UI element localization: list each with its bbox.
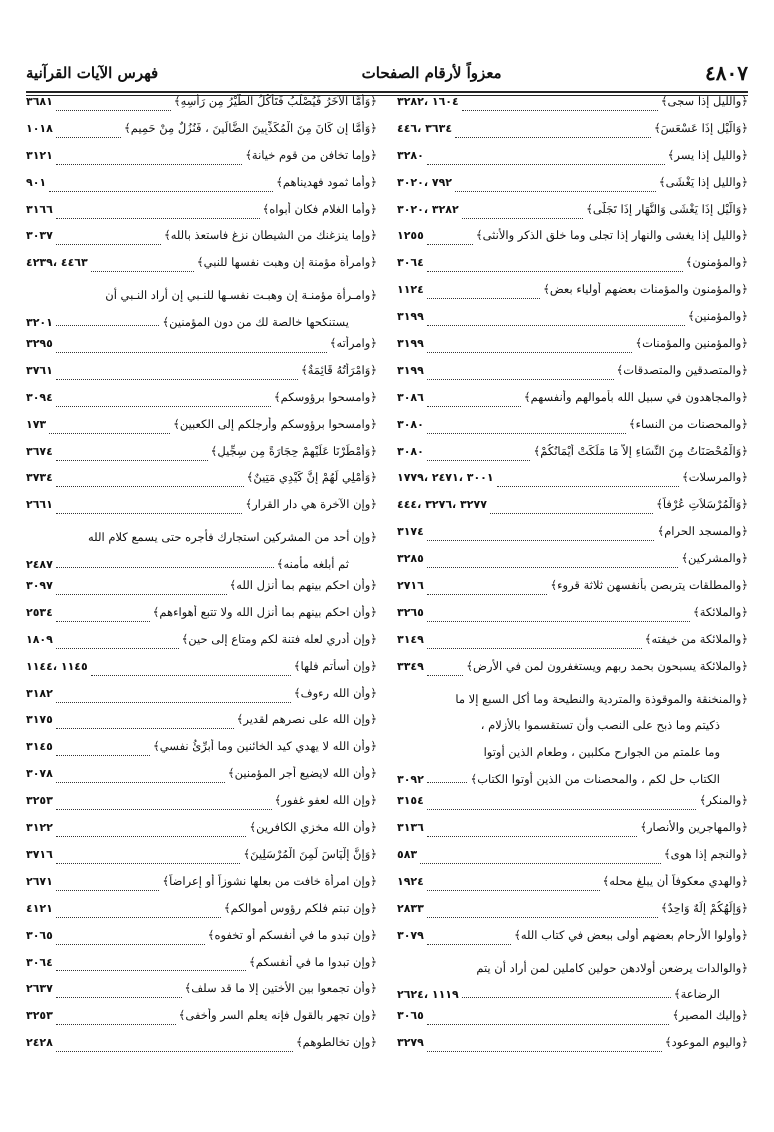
page-refs: ٢٦٣٧: [26, 982, 53, 996]
entry-text: ﴿والمؤمنين﴾: [687, 309, 748, 324]
page-refs: ١١٤٥ ،١١٤٤: [26, 659, 88, 673]
page-refs: ٣٧٣٤: [26, 471, 53, 485]
index-title: فهرس الآيات القرآنية: [26, 64, 159, 82]
page-refs: ٣٦٧٤: [26, 444, 53, 458]
dot-leader: [427, 406, 521, 407]
page-refs: ٣٢٨٥: [397, 552, 424, 566]
entry-text: ﴿وَأَمَّا الآخَرُ فَيُصْلَبُ فَتَأْكُلُ الطَّيْرُ مِن رَأْسِهِ﴾: [173, 94, 377, 108]
page-refs: ٣٠٩٢: [397, 773, 424, 787]
index-entry: [26, 121, 377, 148]
entry-text: ﴿وإن تبدو ما في أنفسكم أو تخفوه﴾: [207, 927, 377, 942]
page-refs: ٣١٤٩: [397, 632, 424, 646]
page-refs: ٣١٥٤: [397, 794, 424, 808]
index-entry: [26, 981, 377, 1008]
dot-leader: [91, 271, 194, 272]
page-refs: ٣٢٩٥: [26, 337, 53, 351]
page-refs: ٢٧١٦: [397, 579, 424, 593]
index-entry: [397, 1008, 748, 1035]
dot-leader: [427, 809, 697, 810]
dot-leader: [427, 298, 540, 299]
entry-text: ﴿وَإِلَهُكُمْ إِلَهٌ وَاحِدٌ﴾: [660, 900, 748, 915]
dot-leader: [462, 997, 671, 998]
index-entry: [397, 390, 748, 417]
index-entry: [397, 578, 748, 605]
entry-line: ﴿وإن أحد من المشركين استجارك فأجره حتى يسمع كلام الله: [88, 530, 377, 545]
page-refs: ٣٠٦٥: [397, 1009, 424, 1023]
entry-text: ﴿وأن الله رءوف﴾: [293, 685, 377, 700]
page-refs: ٣١٢٢: [26, 821, 53, 835]
index-entry: [397, 363, 748, 390]
entry-text: ثم أبلغه مأمنه﴾: [276, 557, 349, 572]
dot-leader: [427, 271, 683, 272]
entry-text: ﴿وَأَمَّا إِن كَانَ مِنَ الْمُكَذِّبِينَ الضَّالِّينَ ، فَنُزُلٌ مِنْ حَمِيمٍ﴾: [123, 120, 377, 135]
dot-leader: [427, 540, 655, 541]
index-entry: [26, 470, 377, 497]
page-refs: ٣١٧٥: [26, 713, 53, 727]
page-refs: ٢٨٣٣: [397, 901, 424, 915]
page-refs: ٤٤٦٣ ،٤٢٣٩: [26, 256, 88, 270]
index-entry: [26, 578, 377, 605]
entry-text: ﴿والنجم إذا هوى﴾: [663, 846, 748, 861]
page-refs: ٣٢٥٣: [26, 1009, 53, 1023]
entry-text: ﴿والليل إذا يسر﴾: [667, 147, 748, 162]
page-number: ٤٨٠٧: [705, 61, 748, 85]
entry-text: ﴿وإما تخافن من قوم خيانة﴾: [245, 147, 377, 162]
page-refs: ٣٣٤٩: [397, 659, 424, 673]
dot-leader: [56, 567, 274, 568]
page-refs: ١٦٠٤ ،٣٢٨٢: [397, 95, 459, 108]
dot-leader: [462, 218, 583, 219]
page-refs: ٣١٩٩: [397, 310, 424, 324]
entry-text: ﴿وأن الله لايضيع أجر المؤمنين﴾: [227, 766, 377, 781]
page-refs: ٣١٩٩: [397, 337, 424, 351]
dot-leader: [91, 675, 291, 676]
page-refs: ٣٠٧٩: [397, 928, 424, 942]
entry-text: ﴿وأن احكم بينهم بما أنزل الله﴾: [229, 578, 377, 593]
entry-text: ﴿وَالْمُحْصَنَاتُ مِنَ النِّسَاءِ إِلاَّ مَا مَلَكَتْ أَيْمَانُكُمْ﴾: [533, 443, 748, 458]
index-entry: [397, 820, 748, 847]
index-entry: [397, 336, 748, 363]
entry-text: ﴿والمشركين﴾: [681, 551, 748, 566]
page-refs: ١٢٥٥: [397, 229, 424, 243]
dot-leader: [427, 433, 626, 434]
entry-line: ﴿والوالدات يرضعن أولادهن حولين كاملين لمن أراد أن يتم: [476, 960, 748, 975]
entry-text: ﴿وامرأة مؤمنة إن وهبت نفسها للنبي﴾: [196, 255, 377, 270]
page-refs: ١١٢٤: [397, 283, 424, 297]
page-refs: ٣٦٣٤ ،٤٤٦: [397, 121, 453, 135]
index-entry: [26, 605, 377, 632]
entry-text: ﴿والليل إذا يَغْشَى﴾: [658, 174, 748, 189]
page-refs: ٣٢٠١: [26, 316, 53, 330]
index-entry: [397, 202, 748, 229]
page-refs: ٣٦٨١: [26, 95, 53, 108]
index-entry: [397, 228, 748, 255]
index-entry: [397, 1035, 748, 1062]
entry-text: ﴿وأن الله مخزي الكافرين﴾: [249, 820, 377, 835]
page-refs: ٣١٧٤: [397, 525, 424, 539]
entry-text: ﴿وَامْرَأَتُهُ قَائِمَةٌ﴾: [301, 362, 377, 377]
index-entry: [397, 148, 748, 175]
entry-text: يستنكحها خالصة لك من دون المؤمنين﴾: [162, 315, 349, 330]
page-refs: ٢٦٦١: [26, 498, 53, 512]
index-entry: [26, 901, 377, 928]
entry-text: ﴿والملائكة يسبحون بحمد ربهم ويستغفرون لمن في الأرض﴾: [466, 658, 748, 673]
dot-leader: [427, 352, 633, 353]
entry-text: ﴿وأن الله لا يهدي كيد الخائنين وما أُبرِّئُ نفسي﴾: [152, 739, 377, 754]
dot-leader: [56, 486, 244, 487]
entry-text: ﴿وإن الله لعفو غفور﴾: [274, 793, 377, 808]
dot-leader: [427, 594, 548, 595]
index-entry: [26, 766, 377, 793]
dot-leader: [490, 513, 653, 514]
entry-text: ﴿والمهاجرين والأنصار﴾: [640, 820, 748, 835]
index-entry: [397, 605, 748, 632]
dot-leader: [56, 836, 247, 837]
index-subtitle: معزواً لأرقام الصفحات: [361, 64, 502, 82]
dot-leader: [497, 486, 679, 487]
entry-text: الكتاب حل لكم ، والمحصنات من الذين أوتوا الكتاب﴾: [470, 772, 720, 787]
index-entry: [397, 470, 748, 497]
entry-text: ﴿والمنكر﴾: [699, 793, 748, 808]
page-refs: ٣١٢١: [26, 148, 53, 162]
index-entry: [397, 255, 748, 282]
dot-leader: [56, 970, 246, 971]
entry-text: ﴿وأن احكم بينهم بما أنزل الله ولا تتبع أهواءهم﴾: [152, 604, 377, 619]
index-entry: [397, 524, 748, 551]
dot-leader: [49, 191, 273, 192]
index-entry: [26, 148, 377, 175]
index-entry: [26, 390, 377, 417]
dot-leader: [56, 1051, 293, 1052]
dot-leader: [427, 164, 665, 165]
dot-leader: [56, 218, 260, 219]
index-entry: [26, 659, 377, 686]
page-refs: ٣٠٨٠: [397, 444, 424, 458]
dot-leader: [56, 379, 298, 380]
index-entry: [397, 874, 748, 901]
index-entry: [26, 444, 377, 471]
index-entry: [397, 793, 748, 820]
page-refs: ٣٠٨٠: [397, 417, 424, 431]
page-refs: ٣٧٦١: [26, 363, 53, 377]
dot-leader: [56, 755, 150, 756]
page-refs: ٣٢٨٢ ،٣٠٢٠: [397, 202, 459, 216]
index-entry: [26, 793, 377, 820]
index-entry-end: [397, 981, 748, 1008]
page-refs: ٤١٢١: [26, 901, 53, 915]
page-refs: ٣٠٩٤: [26, 390, 53, 404]
entry-line: ﴿والمنخنقة والموقوذة والمتردية والنطيحة وما أكل السبع إلا ما: [455, 691, 748, 706]
index-entry: [397, 901, 748, 928]
dot-leader: [56, 728, 234, 729]
dot-leader: [56, 782, 225, 783]
page-refs: ٣١٩٩: [397, 363, 424, 377]
index-entry: [397, 282, 748, 309]
page-refs: ٣٢٧٩: [397, 1036, 424, 1050]
index-entry: [397, 497, 748, 524]
dot-leader: [427, 325, 685, 326]
index-entry: [397, 659, 748, 686]
index-entry: [397, 417, 748, 444]
entry-text: ﴿وَأَمْطَرْنَا عَلَيْهِمْ حِجَارَةً مِن سِجِّيلٍ﴾: [210, 443, 377, 458]
dot-leader: [56, 621, 150, 622]
index-entry: [397, 94, 748, 121]
entry-text: ﴿والمرسلات﴾: [681, 470, 748, 485]
page-refs: ٣٠٦٤: [397, 256, 424, 270]
entry-text: ﴿وإن تخالطوهم﴾: [295, 1035, 377, 1050]
index-entry: [26, 175, 377, 202]
entry-line: ﴿وامـرأة مؤمنـة إن وهبـت نفسـها للنـبي إن أراد النـبي أن: [105, 288, 377, 303]
entry-text: ﴿وَأُمْلِي لَهُمْ إِنَّ كَيْدِي مَتِينٌ﴾: [246, 470, 377, 485]
entry-text: ﴿وإن تجهر بالقول فإنه يعلم السر وأخفى﴾: [178, 1008, 377, 1023]
page-refs: ٣٠٨٦: [397, 390, 424, 404]
dot-leader: [427, 944, 511, 945]
page-refs: ٣٧١٦: [26, 847, 53, 861]
dot-leader: [56, 164, 242, 165]
dot-leader: [462, 110, 658, 111]
dot-leader: [427, 567, 678, 568]
page-refs: ٣٢٨٠: [397, 148, 424, 162]
entry-line: وما علمتم من الجوارح مكلبين ، وطعام الذين أوتوا: [483, 745, 720, 760]
entry-text: ﴿وأما ثمود فهديناهم﴾: [276, 174, 377, 189]
dot-leader: [56, 244, 161, 245]
entry-text: ﴿وامسحوا برؤوسكم وأرجلكم إلى الكعبين﴾: [173, 416, 377, 431]
page-refs: ١١١٩ ،٢٦٢٤: [397, 988, 459, 1002]
entry-text: ﴿والمجاهدون في سبيل الله بأموالهم وأنفسهم﴾: [523, 389, 748, 404]
entry-text: ﴿وأولوا الأرحام بعضهم أولى ببعض في كتاب الله﴾: [514, 927, 748, 942]
index-entry: [26, 228, 377, 255]
index-entry-end: [397, 766, 748, 793]
index-entry: [26, 712, 377, 739]
index-entry: [26, 1008, 377, 1035]
page-refs: ٢٤٢٨: [26, 1036, 53, 1050]
dot-leader: [56, 648, 179, 649]
dot-leader: [56, 809, 272, 810]
dot-leader: [56, 460, 208, 461]
entry-text: ﴿والملائكة﴾: [693, 604, 748, 619]
dot-leader: [427, 1051, 662, 1052]
page-refs: ١٧٣: [26, 417, 47, 431]
entry-text: ﴿وأما الغلام فكان أبواه﴾: [262, 201, 377, 216]
index-entry: [397, 121, 748, 148]
index-entry: [397, 928, 748, 955]
entry-text: ﴿والهدي معكوفاً أن يبلغ محله﴾: [602, 873, 748, 888]
dot-leader: [56, 137, 121, 138]
dot-leader: [427, 890, 600, 891]
entry-text: ﴿واليوم الموعود﴾: [664, 1035, 748, 1050]
page-refs: ١٩٢٤: [397, 874, 424, 888]
page-refs: ٣١٤٥: [26, 740, 53, 754]
index-entry: [397, 847, 748, 874]
dot-leader: [455, 137, 651, 138]
page-refs: ٣٠٦٤: [26, 955, 53, 969]
index-entry-end: [26, 309, 377, 336]
index-entry: [26, 928, 377, 955]
index-entry: [26, 363, 377, 390]
dot-leader: [56, 406, 271, 407]
index-entry: [26, 632, 377, 659]
entry-text: ﴿وامسحوا برؤوسكم﴾: [273, 389, 377, 404]
entry-text: ﴿وإليك المصير﴾: [672, 1008, 748, 1023]
entry-text: ﴿والمحصنات من النساء﴾: [628, 416, 748, 431]
dot-leader: [427, 244, 473, 245]
entry-text: ﴿وإما ينزغنك من الشيطان نزغ فاستعذ بالله﴾: [163, 228, 377, 243]
dot-leader: [56, 917, 221, 918]
index-entry: [26, 955, 377, 982]
index-entry: [26, 847, 377, 874]
dot-leader: [427, 648, 642, 649]
index-entry: [26, 739, 377, 766]
dot-leader: [56, 325, 160, 326]
entry-text: ﴿والمؤمنون﴾: [685, 255, 748, 270]
index-entry: [26, 255, 377, 282]
index-entry: [26, 497, 377, 524]
dot-leader: [56, 1024, 176, 1025]
dot-leader: [56, 594, 227, 595]
index-entry: [397, 444, 748, 471]
entry-line: ذكيتم وما ذبح على النصب وأن تستقسموا بالأزلام ،: [480, 718, 720, 733]
index-entry: [397, 175, 748, 202]
page-refs: ٥٨٣: [397, 847, 418, 861]
page-refs: ٢٦٧١: [26, 874, 53, 888]
dot-leader: [427, 917, 658, 918]
entry-text: ﴿وَالَّيْلِ إِذَا عَسْعَسَ﴾: [653, 120, 748, 135]
dot-leader: [56, 863, 241, 864]
entry-text: ﴿والمؤمنين والمؤمنات﴾: [635, 336, 748, 351]
page-refs: ٣٠٩٧: [26, 579, 53, 593]
dot-leader: [455, 191, 656, 192]
page-refs: ٣٢٦٥: [397, 605, 424, 619]
index-entry-end: [26, 551, 377, 578]
page-refs: ٩٠١: [26, 175, 47, 189]
entry-text: ﴿وأن تجمعوا بين الأختين إلا ما قد سلف﴾: [184, 981, 377, 996]
entry-text: ﴿وإن تبتم فلكم رؤوس أموالكم﴾: [223, 900, 377, 915]
dot-leader: [56, 944, 205, 945]
page-refs: ٣١٦٦: [26, 202, 53, 216]
dot-leader: [56, 352, 327, 353]
index-entry: [26, 202, 377, 229]
entry-text: ﴿والمتصدقين والمتصدقات﴾: [616, 362, 748, 377]
index-entry: [26, 686, 377, 713]
dot-leader: [427, 836, 637, 837]
entry-text: ﴿وَالْمُرْسَلاَتِ عُرْفاً﴾: [656, 497, 748, 512]
index-entry: [26, 820, 377, 847]
index-entry: [397, 551, 748, 578]
entry-text: ﴿والمطلقات يتربصن بأنفسهن ثلاثة قروء﴾: [550, 578, 748, 593]
dot-leader: [427, 782, 468, 783]
entry-text: ﴿وَالَّيْلِ إِذَا يَغْشَى وَالنَّهَارِ إِذَا تَجَلَّى﴾: [586, 201, 748, 216]
page-refs: ٢٤٨٧: [26, 558, 53, 572]
entry-text: ﴿والمسجد الحرام﴾: [657, 524, 748, 539]
right-column: [397, 94, 748, 1062]
page-refs: ٣٠٣٧: [26, 229, 53, 243]
left-column: [26, 94, 377, 1062]
entry-text: ﴿والمؤمنون والمؤمنات بعضهم أولياء بعض﴾: [543, 282, 748, 297]
dot-leader: [49, 433, 170, 434]
page-header: [26, 58, 748, 88]
dot-leader: [427, 675, 463, 676]
index-entry: [26, 336, 377, 363]
page-refs: ٧٩٢ ،٣٠٢٠: [397, 175, 453, 189]
page-refs: ٣١٣٦: [397, 821, 424, 835]
dot-leader: [56, 110, 171, 111]
entry-text: ﴿وامرأته﴾: [329, 336, 377, 351]
index-entry: [26, 417, 377, 444]
index-entry: [26, 874, 377, 901]
page-refs: ١٠١٨: [26, 121, 53, 135]
entry-text: ﴿وإن أدري لعله فتنة لكم ومتاع إلى حين﴾: [181, 631, 377, 646]
entry-text: ﴿وإن امرأة خافت من بعلها نشوزاً أو إعراضاً﴾: [162, 873, 377, 888]
dot-leader: [427, 621, 690, 622]
entry-text: ﴿والليل إذا سجى﴾: [660, 94, 748, 108]
dot-leader: [427, 1024, 669, 1025]
dot-leader: [420, 863, 661, 864]
entry-text: ﴿وإن أسأتم فلها﴾: [293, 658, 377, 673]
index-entry: [26, 1035, 377, 1062]
entry-text: ﴿والملائكة من خيفته﴾: [644, 631, 748, 646]
entry-text: ﴿وإن تبدوا ما في أنفسكم﴾: [249, 954, 377, 969]
dot-leader: [427, 460, 531, 461]
page-refs: ١٨٠٩: [26, 632, 53, 646]
dot-leader: [56, 997, 182, 998]
entry-text: الرضاعة﴾: [673, 987, 720, 1002]
index-entry: [397, 632, 748, 659]
entry-text: ﴿وإن الآخرة هي دار القرار﴾: [245, 497, 377, 512]
page-refs: ٢٥٣٤: [26, 605, 53, 619]
entry-text: ﴿وَإِنَّ إِلْيَاسَ لَمِنَ الْمُرْسَلِينَ﴾: [243, 846, 377, 861]
dot-leader: [56, 890, 160, 891]
page-refs: ٣٠٠١ ،٢٤٧١ ،١٧٧٩: [397, 471, 494, 485]
page-refs: ٣١٨٢: [26, 686, 53, 700]
dot-leader: [56, 702, 291, 703]
page-refs: ٣٠٦٥: [26, 928, 53, 942]
dot-leader: [56, 513, 242, 514]
index-columns: [26, 94, 748, 1062]
dot-leader: [427, 379, 614, 380]
index-entry: [397, 309, 748, 336]
index-entry: [26, 94, 377, 121]
page-refs: ٣٠٧٨: [26, 767, 53, 781]
entry-text: ﴿وإن الله على نصرهم لقدير﴾: [236, 712, 377, 727]
page-refs: ٣٢٥٣: [26, 794, 53, 808]
entry-text: ﴿والليل إذا يغشى والنهار إذا تجلى وما خلق الذكر والأنثى﴾: [475, 228, 748, 243]
page-refs: ٣٢٧٧ ،٣٢٧٦ ،٤٤٤: [397, 498, 487, 512]
